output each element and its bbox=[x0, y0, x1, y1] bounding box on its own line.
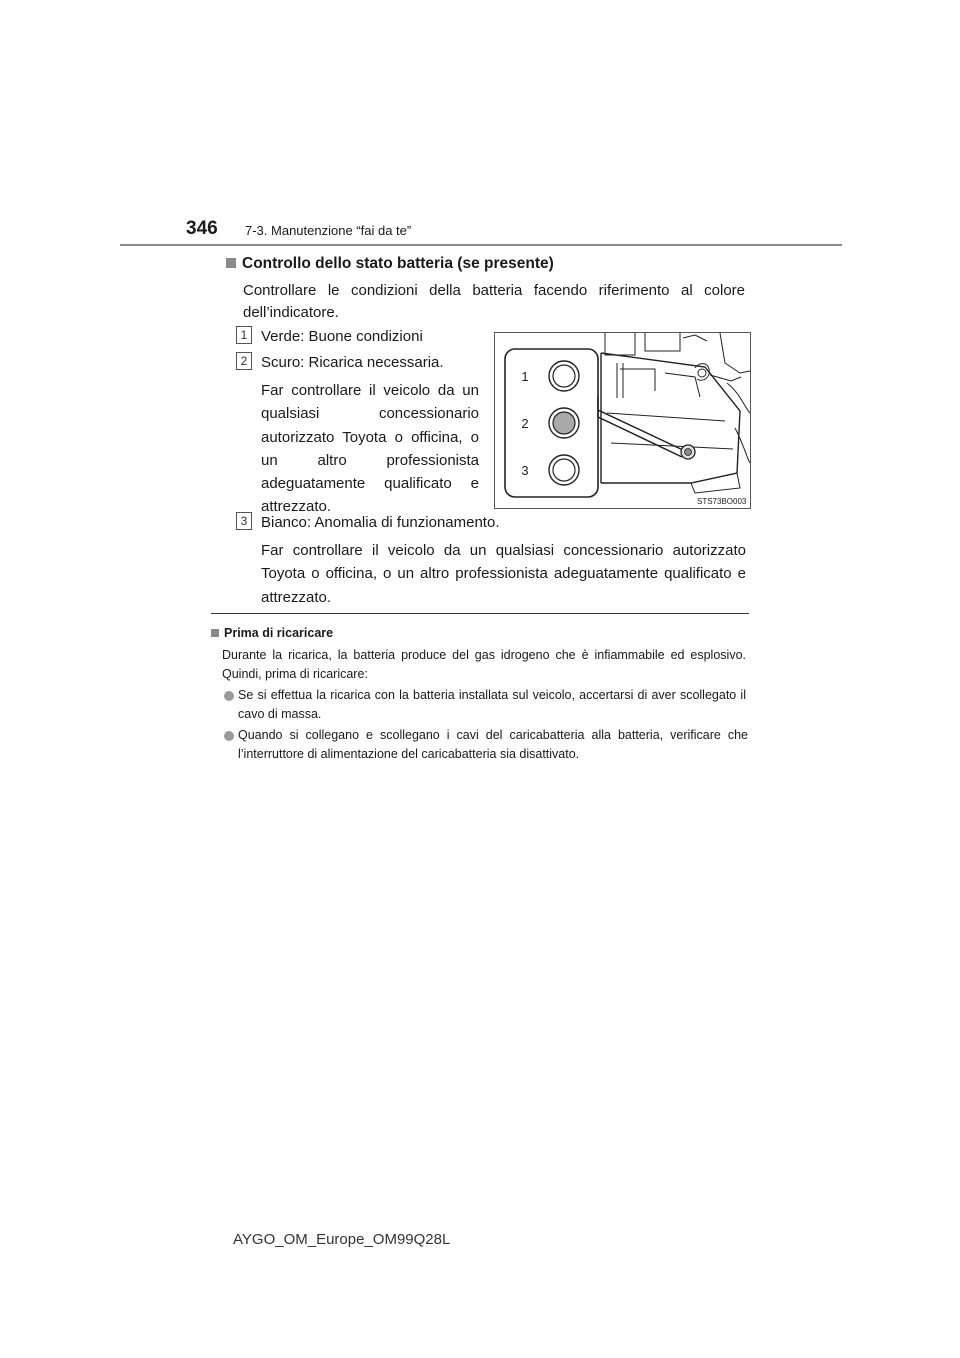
item-label-2: Scuro: Ricarica necessaria. bbox=[261, 354, 444, 371]
item-number-1: 1 bbox=[236, 326, 252, 344]
note-bullet-1: Se si effettua la ricarica con la batteria installata sul veicolo, accertarsi di aver scollegato il cavo di massa. bbox=[238, 688, 746, 721]
section-title: 7-3. Manutenzione “fai da te” bbox=[245, 223, 412, 238]
round-bullet-icon bbox=[224, 731, 234, 741]
round-bullet-icon bbox=[224, 691, 234, 701]
note-paragraph: Durante la ricarica, la batteria produce del gas idrogeno che è infiammabile ed esplosivo. Quindi, prima di ricaricare: bbox=[222, 648, 746, 681]
item-description-3: Far controllare il veicolo da un qualsiasi concessionario autorizzato Toyota o officina, o un altro professionista adeguatamente qualificato e attrezzato. bbox=[261, 542, 746, 606]
figure-code: STS73BO003 bbox=[697, 497, 747, 506]
header-divider bbox=[120, 244, 842, 246]
square-bullet-icon bbox=[226, 258, 236, 268]
item-description-2: Far controllare il veicolo da un qualsiasi concessionario autorizzato Toyota o officina, o un altro professionista adeguatamente qualificato e attrezzato. bbox=[261, 382, 479, 516]
document-code: AYGO_OM_Europe_OM99Q28L bbox=[233, 1231, 451, 1248]
note-bullet-2: Quando si collegano e scollegano i cavi del caricabatteria alla batteria, verificare che l’interruttore di alimentazione del caricabatteria sia disattivato. bbox=[238, 728, 748, 761]
section-heading bbox=[226, 255, 554, 273]
figure-callout-1: 1 bbox=[521, 369, 529, 384]
intro-paragraph: Controllare le condizioni della batteria facendo riferimento al colore dell’indicatore. bbox=[243, 282, 745, 321]
item-number-2: 2 bbox=[236, 352, 252, 370]
item-label-1: Verde: Buone condizioni bbox=[261, 328, 423, 345]
square-bullet-icon bbox=[211, 629, 219, 637]
battery-illustration bbox=[495, 333, 750, 508]
battery-indicator-figure bbox=[494, 332, 751, 509]
section-divider bbox=[211, 613, 749, 614]
figure-callout-3: 3 bbox=[521, 463, 529, 478]
section-heading-text: Controllo dello stato batteria (se presente) bbox=[242, 255, 554, 272]
item-label-3: Bianco: Anomalia di funzionamento. bbox=[261, 514, 500, 531]
note-heading-text: Prima di ricaricare bbox=[224, 626, 334, 640]
figure-callout-2: 2 bbox=[521, 416, 529, 431]
note-heading bbox=[211, 626, 333, 640]
item-number-3: 3 bbox=[236, 512, 252, 530]
page-number: 346 bbox=[186, 218, 218, 239]
